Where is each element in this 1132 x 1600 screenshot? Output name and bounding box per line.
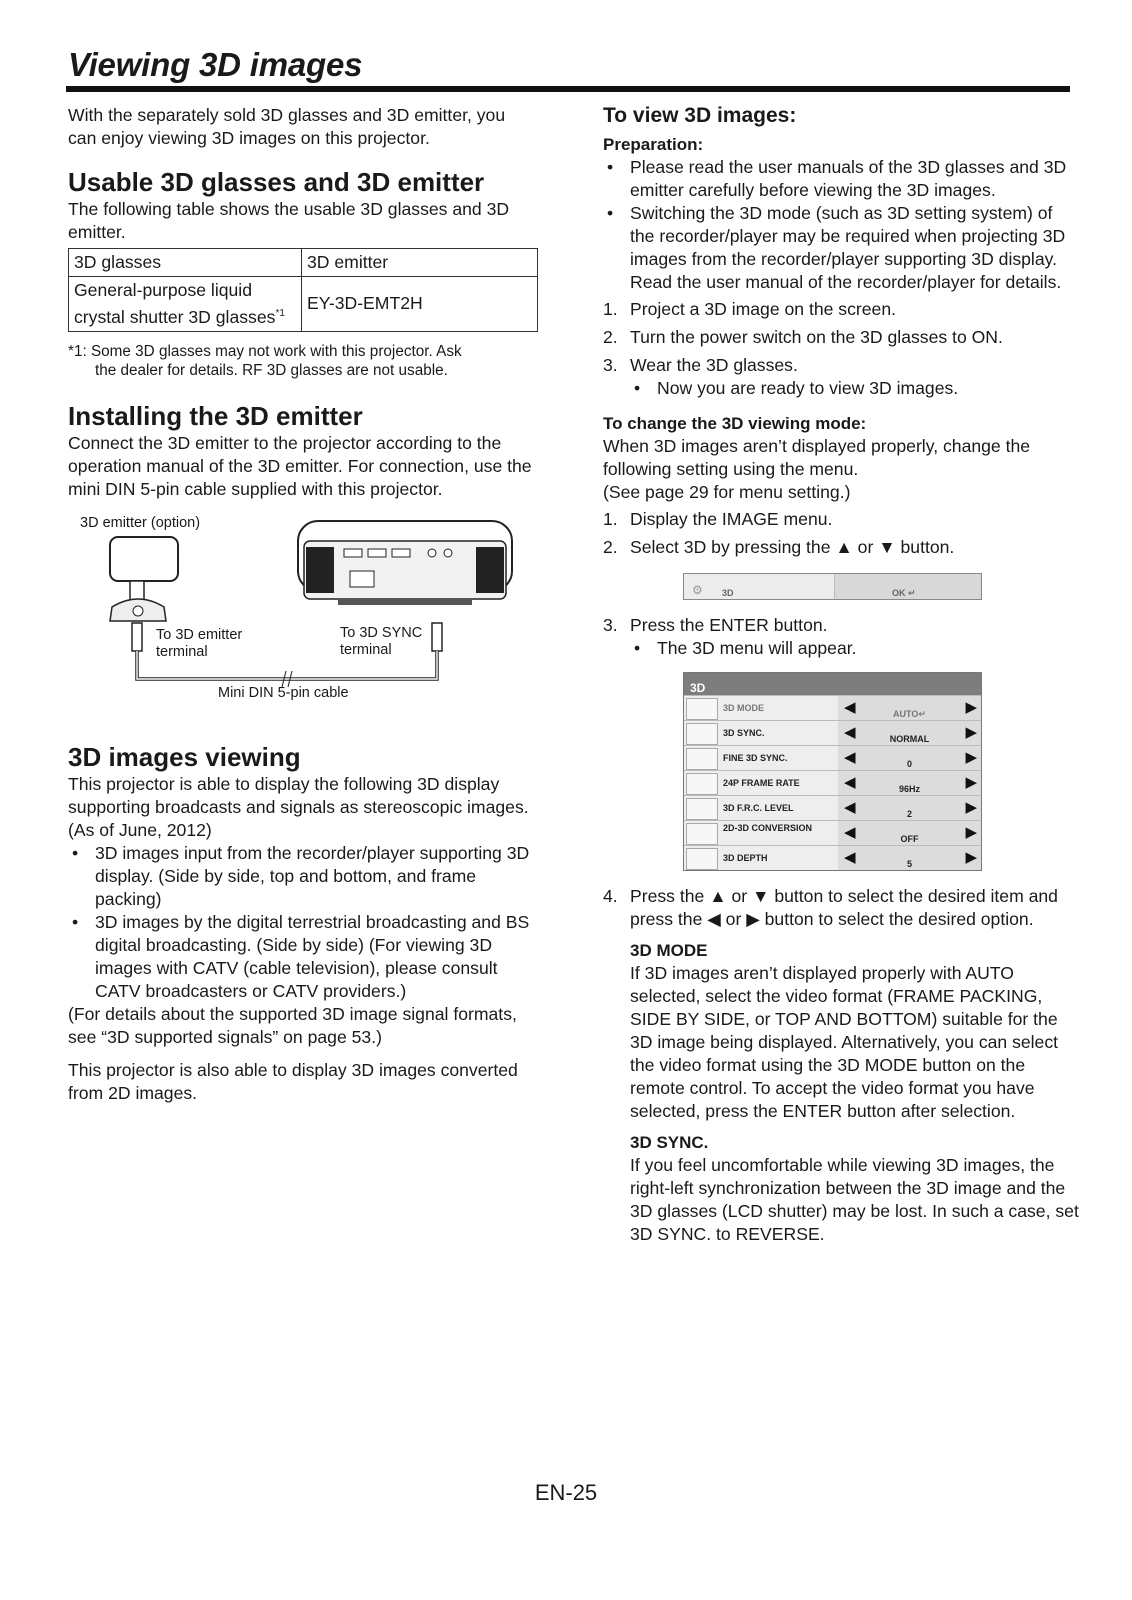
3d-sync-heading: 3D SYNC. <box>630 1133 709 1152</box>
fine-sync-icon <box>686 748 718 770</box>
table-header-emitter: 3D emitter <box>302 249 538 277</box>
menu-row-frc-level[interactable]: 3D F.R.C. LEVEL ◀ 2 ▶ <box>684 795 981 820</box>
right-arrow-icon[interactable]: ▶ <box>965 699 977 716</box>
page-title: Viewing 3D images <box>68 46 363 83</box>
menu-3d-icon: ⚙ <box>692 583 703 597</box>
left-arrow-icon[interactable]: ◀ <box>844 699 856 716</box>
menu-ok-value: OK ↵ <box>892 588 916 598</box>
viewing-heading: 3D images viewing <box>68 741 301 772</box>
3d-mode-text: If 3D images aren’t displayed properly with AUTO selected, select the video format (FRAME PACKING, SIDE BY SIDE, or TOP AND BOTTOM) suitable for the 3D image being displayed. Alternatively, you can select the video format using the 3D MODE button on the remote control. To accept the video format you have selected, press the ENTER button after selection. <box>630 963 1059 1121</box>
step-item: 1. Project a 3D image on the screen. <box>603 299 897 319</box>
list-item: • 3D images input from the recorder/player supporting 3D display. (Side by side, top and bottom, and frame packing) <box>68 842 538 911</box>
step4-list <box>603 885 1079 931</box>
left-arrow-icon[interactable]: ◀ <box>844 799 856 816</box>
menu-row-3d-sync[interactable]: 3D SYNC. ◀ NORMAL ▶ <box>684 720 981 745</box>
step-sub-list <box>630 377 1079 400</box>
title-rule <box>66 86 1070 92</box>
to-emitter-label: To 3D emitter terminal <box>156 626 243 660</box>
step-item: 3. Press the ENTER button. • The 3D menu will appear. <box>603 614 1079 660</box>
right-arrow-icon[interactable]: ▶ <box>965 824 977 841</box>
change-see: (See page 29 for menu setting.) <box>603 482 851 502</box>
3d-mode-heading: 3D MODE <box>630 941 708 960</box>
prep-heading: Preparation: <box>603 135 704 154</box>
installing-text: Connect the 3D emitter to the projector according to the operation manual of the 3D emitter. For connection, use the mini DIN 5-pin cable supplied with this projector. <box>68 432 532 499</box>
intro-text: With the separately sold 3D glasses and 3D emitter, you can enjoy viewing 3D images on this projector. <box>68 105 506 148</box>
right-arrow-icon[interactable]: ▶ <box>965 774 977 791</box>
menu-row-3d-mode[interactable]: 3D MODE ◀ AUTO↵ ▶ <box>684 695 981 720</box>
usable-text: The following table shows the usable 3D glasses and 3D emitter. <box>68 199 510 242</box>
details-text: (For details about the supported 3D image signal formats, see “3D supported signals” on page 53.) <box>68 1003 517 1047</box>
frc-level-icon <box>686 798 718 820</box>
change-steps <box>603 508 1079 559</box>
view-heading: To view 3D images: <box>603 104 797 127</box>
conversion-icon <box>686 823 718 845</box>
list-item: • The 3D menu will appear. <box>630 637 1079 660</box>
change-text: When 3D images aren’t displayed properly, change the following setting using the menu. <box>603 436 1031 479</box>
usable-section <box>68 166 538 380</box>
3d-menu-title: 3D <box>684 673 981 695</box>
frame-rate-icon <box>686 773 718 795</box>
3d-sync-section <box>603 1131 1079 1246</box>
menu-row-3d-depth[interactable]: 3D DEPTH ◀ 5 ▶ <box>684 845 981 870</box>
left-arrow-icon[interactable]: ◀ <box>844 724 856 741</box>
3d-mode-icon <box>686 698 718 720</box>
step-sub-list <box>630 637 1079 660</box>
menu-3d-label: 3D <box>722 588 734 598</box>
3d-sync-icon <box>686 723 718 745</box>
list-item: • Switching the 3D mode (such as 3D setting system) of the recorder/player may be required when projecting 3D images from the recorder/player supporting 3D display. Read the user manual of the recorder/player for details. <box>603 202 1079 294</box>
table-header-glasses: 3D glasses <box>69 249 302 277</box>
installing-heading: Installing the 3D emitter <box>68 400 363 431</box>
table-row <box>69 277 538 332</box>
left-column <box>68 104 538 1115</box>
right-arrow-icon[interactable]: ▶ <box>965 724 977 741</box>
depth-icon <box>686 848 718 870</box>
glasses-table <box>68 248 538 332</box>
viewing-bullets <box>68 842 538 1003</box>
left-arrow-icon[interactable]: ◀ <box>844 849 856 866</box>
right-arrow-icon[interactable]: ▶ <box>965 849 977 866</box>
cable-label: Mini DIN 5-pin cable <box>218 684 349 701</box>
list-item: • Now you are ready to view 3D images. <box>630 377 1079 400</box>
menu-row-24p-frame-rate[interactable]: 24P FRAME RATE ◀ 96Hz ▶ <box>684 770 981 795</box>
menu-row-2d-3d-conversion[interactable]: 2D-3D CONVERSION ◀ OFF ▶ <box>684 820 981 845</box>
emitter-label: 3D emitter (option) <box>80 514 201 531</box>
right-arrow-icon[interactable]: ▶ <box>965 799 977 816</box>
left-arrow-icon[interactable]: ◀ <box>844 749 856 766</box>
to-sync-label: To 3D SYNC terminal <box>340 624 423 658</box>
usable-heading: Usable 3D glasses and 3D emitter <box>68 167 485 197</box>
viewing-text: This projector is able to display the following 3D display supporting broadcasts and signals as stereoscopic images. (As of June, 2012) <box>68 773 529 840</box>
footnote-marker: *1 <box>275 308 285 319</box>
prep-bullets <box>603 156 1079 294</box>
page-number: EN-25 <box>534 1480 598 1505</box>
connection-diagram <box>68 511 538 741</box>
converted-text: This projector is also able to display 3D images converted from 2D images. <box>68 1059 518 1103</box>
step3-list <box>603 614 1079 660</box>
3d-mode-section <box>603 939 1079 1123</box>
step-item: 1. Display the IMAGE menu. <box>603 509 833 529</box>
3d-menu-panel <box>683 672 982 871</box>
installing-section <box>68 400 538 501</box>
step-item: 2. Turn the power switch on the 3D glasses to ON. <box>603 327 1003 347</box>
change-heading: To change the 3D viewing mode: <box>603 414 867 433</box>
table-cell-emitter: EY-3D-EMT2H <box>302 277 538 332</box>
footnote: *1: Some 3D glasses may not work with this projector. Ask the dealer for details. RF 3D glasses are not usable. <box>68 342 462 379</box>
step-item: 3. Wear the 3D glasses. • Now you are ready to view 3D images. <box>603 354 1079 400</box>
view-steps <box>603 298 1079 400</box>
list-item: • 3D images by the digital terrestrial broadcasting and BS digital broadcasting. (Side by side) (For viewing 3D images with CATV (cable television), please consult CATV broadcasters or CATV providers.) <box>68 911 538 1003</box>
list-item: • Please read the user manuals of the 3D glasses and 3D emitter carefully before viewing the 3D images. <box>603 156 1079 202</box>
left-arrow-icon[interactable]: ◀ <box>844 774 856 791</box>
right-column <box>603 104 1079 1246</box>
left-arrow-icon[interactable]: ◀ <box>844 824 856 841</box>
menu-row-fine-3d-sync[interactable]: FINE 3D SYNC. ◀ 0 ▶ <box>684 745 981 770</box>
3d-sync-text: If you feel uncomfortable while viewing 3D images, the right-left synchronization between the 3D image and the 3D glasses (LCD shutter) may be lost. In such a case, set 3D SYNC. to REVERSE. <box>630 1155 1079 1244</box>
step-item: 2. Select 3D by pressing the ▲ or ▼ button. <box>603 537 955 557</box>
viewing-section <box>68 741 538 1105</box>
right-arrow-icon[interactable]: ▶ <box>965 749 977 766</box>
connection-drawing <box>68 511 538 741</box>
table-cell-glasses: General-purpose liquid crystal shutter 3D glasses$^{*1}$ <box>69 277 302 332</box>
image-menu-3d-row <box>683 573 982 600</box>
table-header-row <box>69 249 538 277</box>
step-item: 4. Press the ▲ or ▼ button to select the desired item and press the ◀ or ▶ button to select the desired option. <box>603 886 1058 929</box>
